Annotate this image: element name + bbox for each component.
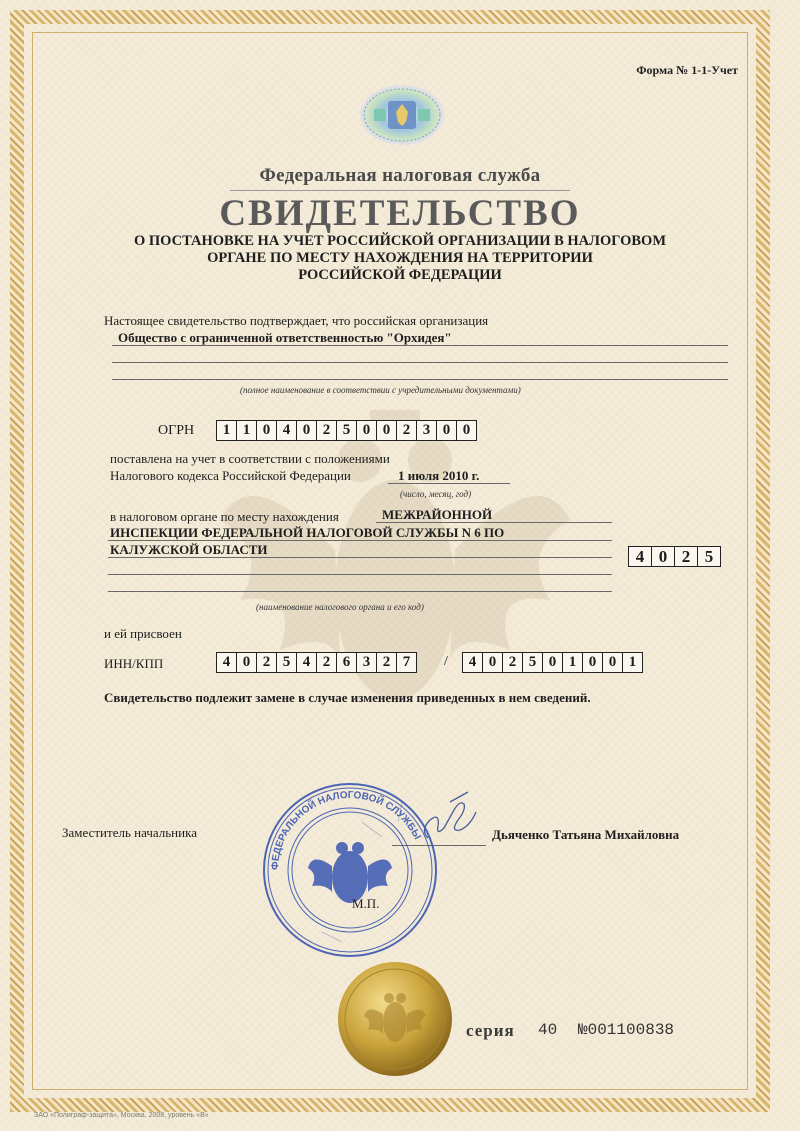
date-caption: (число, месяц, год) <box>400 489 472 499</box>
subtitle-line: РОССИЙСКОЙ ФЕДЕРАЦИИ <box>298 267 502 283</box>
kpp-cells <box>462 652 643 673</box>
date-underline <box>388 483 510 484</box>
inn-digit: 2 <box>257 653 277 672</box>
inn-digit: 2 <box>377 653 397 672</box>
organization-name: Общество с ограниченной ответственностью "Орхидея" <box>118 330 452 345</box>
tax-code-digit: 5 <box>704 547 714 566</box>
ogrn-cells <box>216 420 477 441</box>
tax-office-underline-4 <box>108 574 612 575</box>
tax-office-line: ИНСПЕКЦИИ ФЕДЕРАЛЬНОЙ НАЛОГОВОЙ СЛУЖБЫ N 6 ПО <box>110 525 505 540</box>
ogrn-digit: 0 <box>462 422 471 438</box>
kpp-digit: 5 <box>523 653 543 672</box>
tax-code-digit: 2 <box>675 547 698 566</box>
ogrn-digit: 1 <box>237 421 257 440</box>
signer-title: Заместитель начальника <box>62 825 197 840</box>
tax-office-code-cells <box>628 546 721 567</box>
printer-note: ЗАО «Полиграф-защита», Москва, 2008, уровень «В» <box>34 1112 209 1119</box>
kpp-digit: 0 <box>583 653 603 672</box>
kpp-digit: 1 <box>563 653 583 672</box>
kpp-digit: 0 <box>483 653 503 672</box>
tax-office-underline-3 <box>108 557 612 558</box>
tax-office-underline-2 <box>108 540 612 541</box>
ogrn-label: ОГРН <box>158 423 195 438</box>
hologram-emblem-icon <box>358 84 446 146</box>
tax-office-underline-1 <box>376 522 612 523</box>
tax-code-digit: 0 <box>652 547 675 566</box>
kpp-digit: 2 <box>503 653 523 672</box>
inn-digit: 2 <box>317 653 337 672</box>
serial-number: №001100838 <box>578 1021 675 1039</box>
registered-text-2: Налогового кодекса Российской Федерации <box>110 468 351 483</box>
registered-text-1: поставлена на учет в соответствии с положениями <box>110 451 390 466</box>
subtitle-line: ОРГАНЕ ПО МЕСТУ НАХОЖДЕНИЯ НА ТЕРРИТОРИИ <box>207 250 593 266</box>
ogrn-digit: 0 <box>357 421 377 440</box>
inn-kpp-label: ИНН/КПП <box>104 656 164 671</box>
ogrn-digit: 0 <box>257 421 277 440</box>
inn-digit: 4 <box>217 653 237 672</box>
kpp-digit: 0 <box>543 653 563 672</box>
tax-office-line: КАЛУЖСКОЙ ОБЛАСТИ <box>110 542 268 557</box>
ogrn-digit: 0 <box>297 421 317 440</box>
kpp-digit: 0 <box>603 653 623 672</box>
assigned-text: и ей присвоен <box>104 626 182 641</box>
inn-digit: 0 <box>237 653 257 672</box>
org-name-line-3 <box>112 379 728 380</box>
org-name-caption: (полное наименование в соответствии с учредительными документами) <box>240 385 521 395</box>
ogrn-digit: 5 <box>337 421 357 440</box>
inn-digit: 6 <box>337 653 357 672</box>
signer-name: Дьяченко Татьяна Михайловна <box>492 827 680 842</box>
agency-name: Федеральная налоговая служба <box>259 165 541 186</box>
document-title: СВИДЕТЕЛЬСТВО <box>219 193 581 234</box>
ogrn-digit: 2 <box>317 421 337 440</box>
inn-digit: 4 <box>297 653 317 672</box>
tax-office-underline-5 <box>108 591 612 592</box>
ogrn-digit: 4 <box>277 421 297 440</box>
inn-digit: 7 <box>402 654 411 670</box>
inn-digit: 5 <box>277 653 297 672</box>
agency-underline <box>230 190 570 191</box>
ogrn-digit: 3 <box>417 421 437 440</box>
ogrn-digit: 0 <box>437 421 457 440</box>
tax-code-digit: 4 <box>629 547 652 566</box>
replacement-notice: Свидетельство подлежит замене в случае изменения приведенных в нем сведений. <box>104 690 591 705</box>
ogrn-digit: 2 <box>397 421 417 440</box>
document-subtitle <box>120 233 680 284</box>
form-number: Форма № 1-1-Учет <box>636 63 738 77</box>
gold-seal-icon <box>336 960 454 1078</box>
ogrn-digit: 0 <box>377 421 397 440</box>
intro-text: Настоящее свидетельство подтверждает, что российская организация <box>104 313 489 328</box>
series-number: 40 <box>538 1021 558 1039</box>
tax-office-line: МЕЖРАЙОННОЙ <box>382 507 493 522</box>
inn-digit: 3 <box>357 653 377 672</box>
tax-office-caption: (наименование налогового органа и его код) <box>256 602 424 612</box>
ogrn-digit: 1 <box>217 421 237 440</box>
kpp-separator: / <box>444 654 448 669</box>
kpp-digit: 1 <box>628 654 637 670</box>
series-label: серия <box>466 1021 515 1040</box>
subtitle-line: О ПОСТАНОВКЕ НА УЧЕТ РОССИЙСКОЙ ОРГАНИЗАЦИИ В НАЛОГОВОМ <box>133 233 667 249</box>
inn-cells <box>216 652 417 673</box>
signature-icon <box>410 790 490 846</box>
kpp-digit: 4 <box>463 653 483 672</box>
org-name-line-1 <box>112 345 728 346</box>
stamp-ring-text: ФЕДЕРАЛЬНОЙ НАЛОГОВОЙ СЛУЖБЫ <box>269 789 423 871</box>
tax-office-prefix: в налоговом органе по месту нахождения <box>110 509 339 524</box>
stamp-place-mark: М.П. <box>352 896 380 911</box>
registration-date: 1 июля 2010 г. <box>398 468 480 483</box>
org-name-line-2 <box>112 362 728 363</box>
